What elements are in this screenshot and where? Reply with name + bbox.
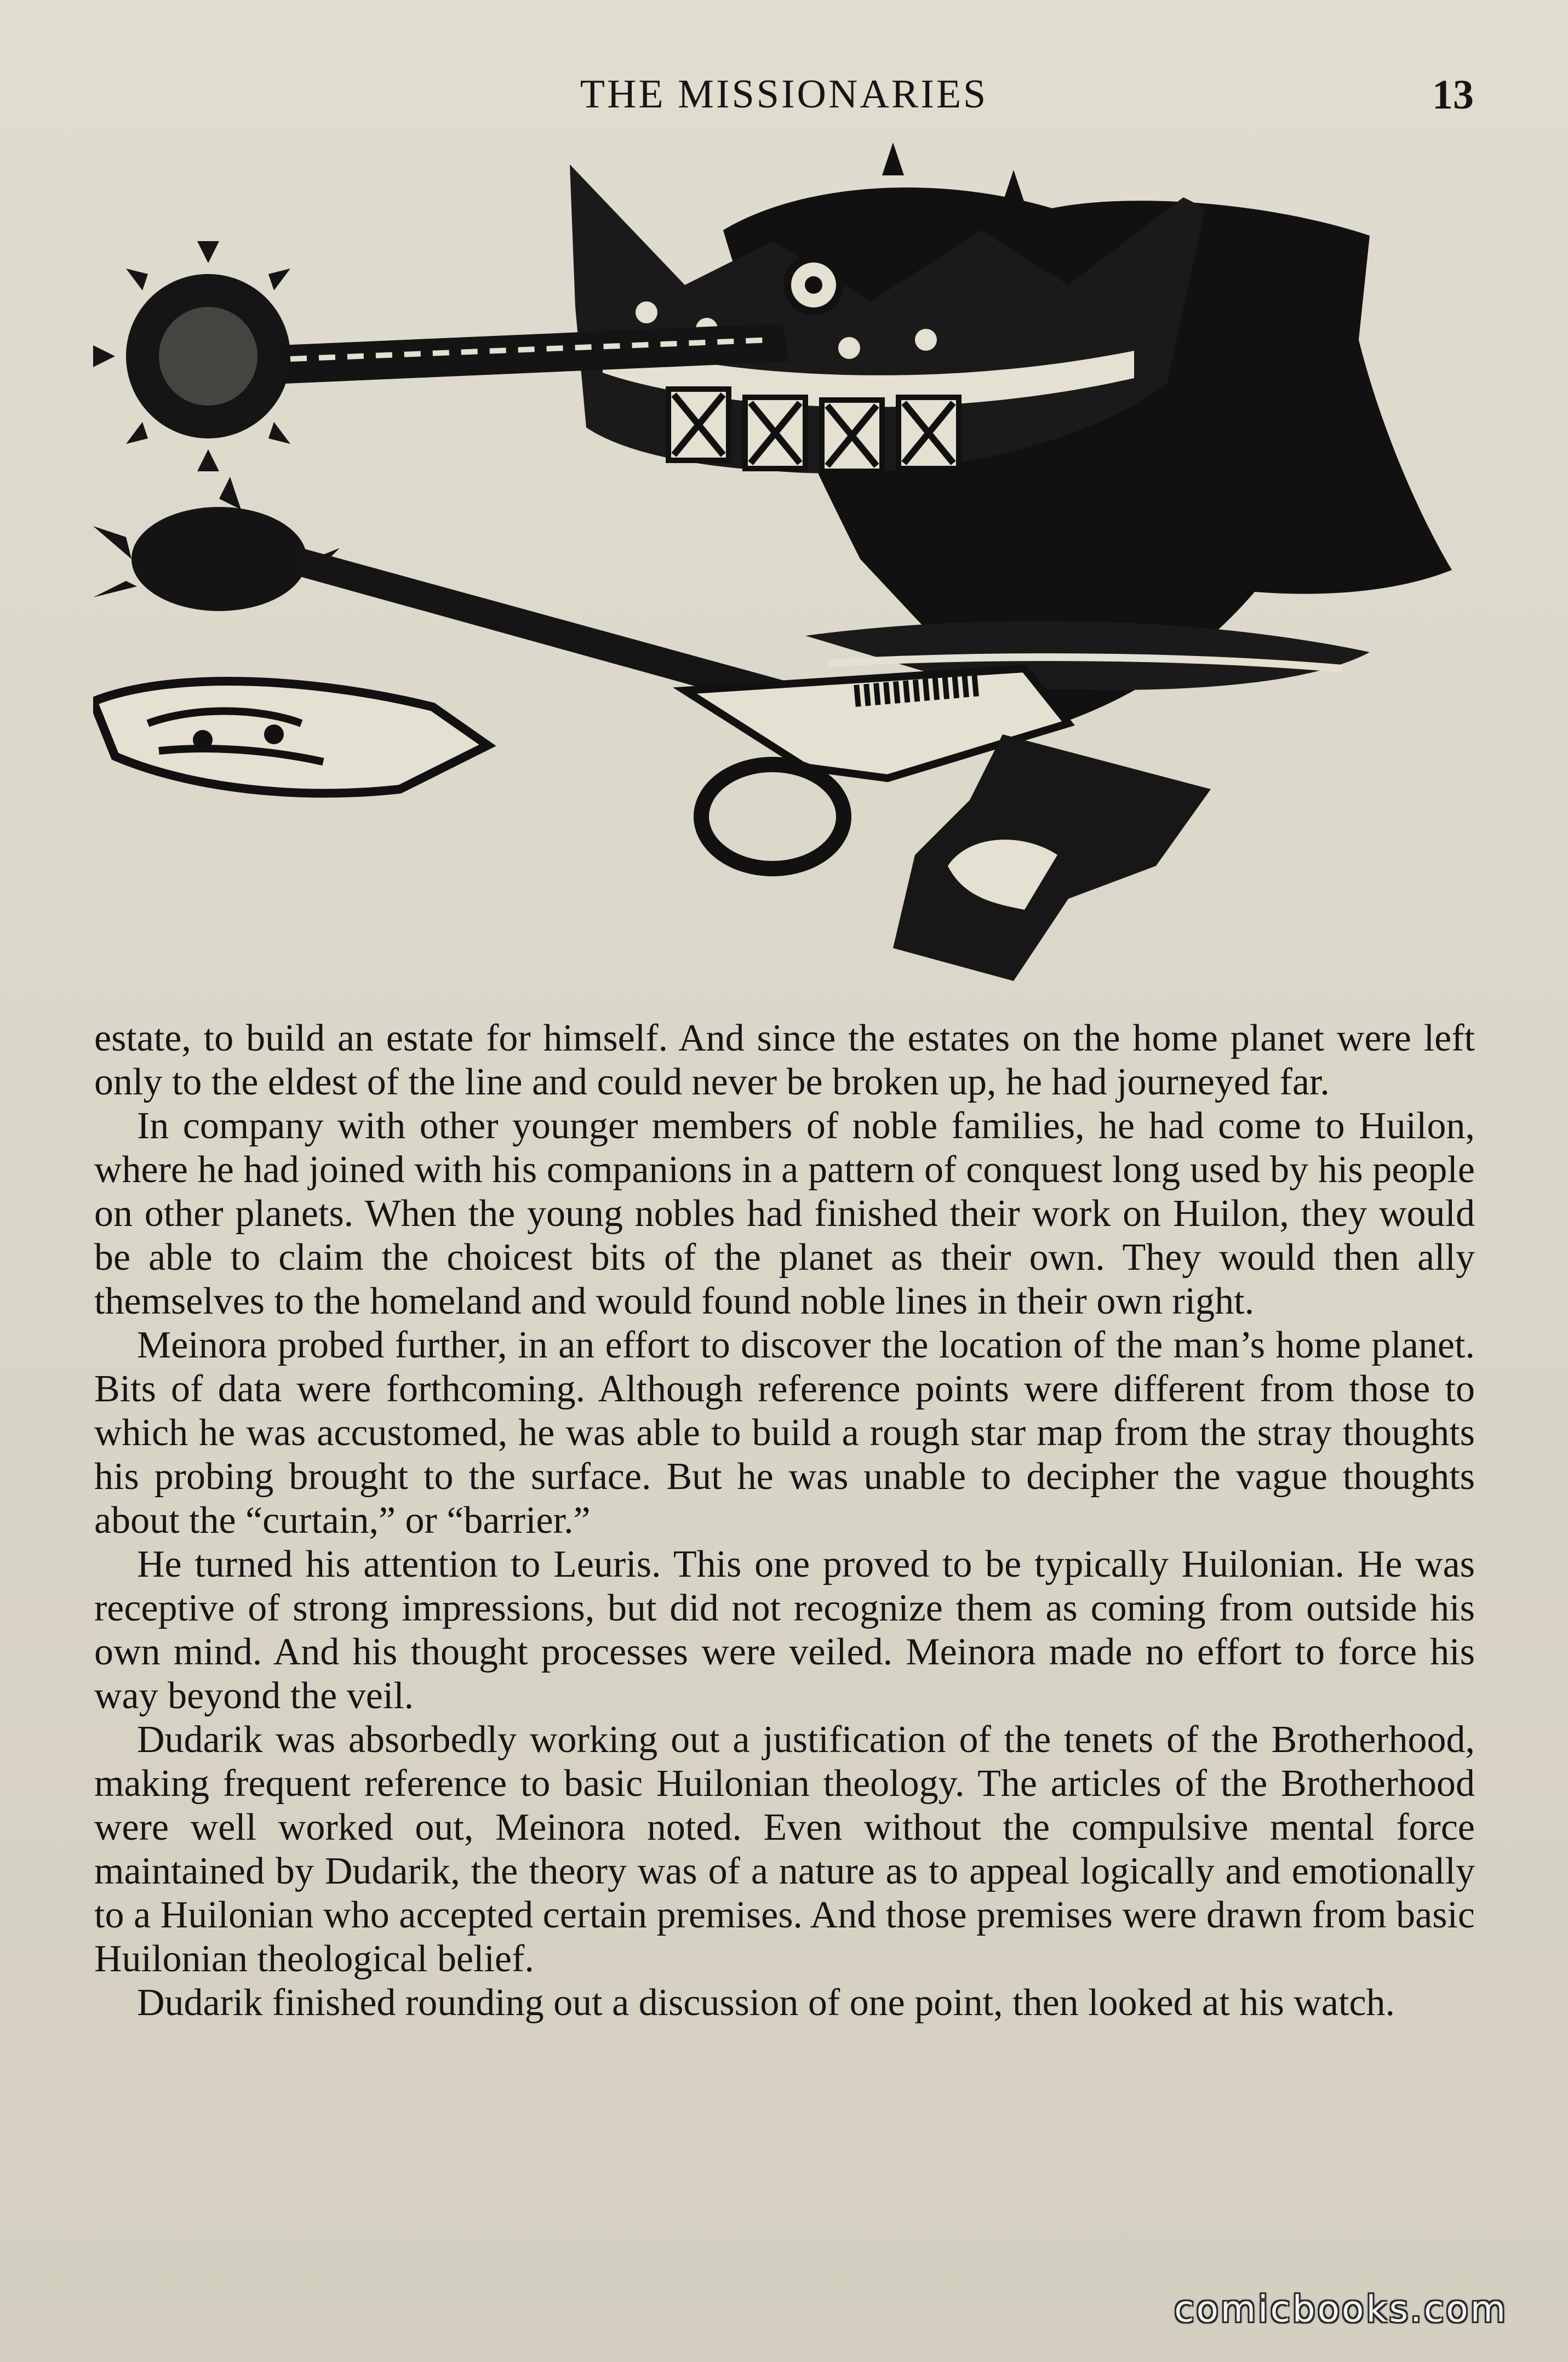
shield-icon [93, 681, 488, 794]
chapter-title: THE MISSIONARIES [580, 72, 988, 117]
page-number: 13 [1432, 72, 1474, 118]
crown-and-weapons-illustration [93, 142, 1485, 981]
paragraph: He turned his attention to Leuris. This one proved to be typically Huilonian. He was receptive of strong impressions, but did not recognize them as coming from outside his own mind. And his thought processes were veiled. Meinora made no effort to force his way beyond the veil. [94, 1543, 1475, 1717]
paragraph: In company with other younger members of noble families, he had come to Huilon, where he had joined with his companions in a pattern of conquest long used by his people on other planets. When the young nobles had finished their work on Huilon, they would be able to claim the choicest bits of the planet as their own. They would then ally themselves to the homeland and would found noble lines in their own right. [94, 1105, 1475, 1322]
paragraph: Dudarik was absorbedly working out a justification of the tenets of the Brotherhood, making frequent reference to basic Huilonian theology. The articles of the Brotherhood were well worked out, Meinora noted. Even without the compulsive mental force maintained by Dudarik, the theory was of a nature as to appeal logically and emotionally to a Huilonian who accepted certain premises. And those premises were drawn from basic Huilonian theological belief. [94, 1719, 1475, 1980]
body-text [94, 1017, 1475, 2025]
watermark: comicbooks.com [1174, 2288, 1508, 2330]
paragraph: Dudarik finished rounding out a discussion of one point, then looked at his watch. [137, 1982, 1395, 2024]
paragraph: Meinora probed further, in an effort to discover the location of the man’s home planet. Bits of data were forthcoming. Although reference points were different from those to which he was accustomed, he was able to build a rough star map from the stray thoughts his probing brought to the surface. But he was unable to decipher the vague thoughts about the “curtain,” or “barrier.” [94, 1324, 1475, 1542]
running-header [0, 71, 1568, 132]
paragraph: estate, to build an estate for himself. And since the estates on the home planet were left only to the eldest of the line and could never be broken up, he had journeyed far. [94, 1017, 1475, 1103]
pistol-icon [685, 669, 1211, 981]
